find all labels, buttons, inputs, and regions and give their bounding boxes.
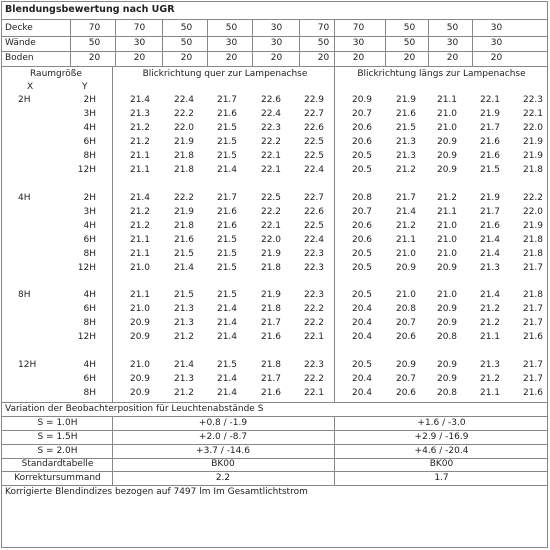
reflectance-value: 20 <box>403 53 416 63</box>
ugr-cross-value: 21.5 <box>216 263 238 273</box>
divider <box>115 19 116 66</box>
ugr-cross-value: 21.8 <box>260 360 282 370</box>
ugr-along-value: 20.5 <box>351 151 373 161</box>
ugr-cross-value: 21.2 <box>129 207 151 217</box>
ugr-cross-value: 21.1 <box>129 290 151 300</box>
ugr-along-value: 20.9 <box>436 165 458 175</box>
ugr-along-value: 20.6 <box>351 137 373 147</box>
ugr-cross-value: 21.4 <box>216 304 238 314</box>
ugr-cross-value: 21.0 <box>129 263 151 273</box>
ugr-cross-value: 21.7 <box>216 193 238 203</box>
ugr-along-value: 21.8 <box>522 249 544 259</box>
ugr-along-value: 20.9 <box>436 304 458 314</box>
reflectance-value: 20 <box>270 53 283 63</box>
ugr-cross-value: 22.3 <box>303 290 325 300</box>
ugr-along-value: 21.7 <box>479 207 501 217</box>
ugr-along-value: 20.5 <box>351 263 373 273</box>
ugr-along-value: 20.7 <box>395 374 417 384</box>
ugr-along-value: 21.2 <box>479 318 501 328</box>
ugr-along-value: 20.6 <box>395 388 417 398</box>
ugr-along-value: 21.9 <box>522 221 544 231</box>
ugr-cross-value: 21.0 <box>129 360 151 370</box>
divider <box>2 66 547 67</box>
ugr-cross-value: 22.4 <box>260 109 282 119</box>
reflectance-label: Decke <box>5 23 33 33</box>
ugr-cross-value: 22.7 <box>303 193 325 203</box>
ugr-along-value: 20.4 <box>351 374 373 384</box>
ugr-along-value: 21.0 <box>436 221 458 231</box>
ugr-cross-value: 21.4 <box>216 374 238 384</box>
ugr-along-value: 20.6 <box>351 235 373 245</box>
ugr-along-value: 20.4 <box>351 388 373 398</box>
ugr-along-value: 20.4 <box>351 318 373 328</box>
ugr-along-value: 20.9 <box>436 360 458 370</box>
variation-cross: +0.8 / -1.9 <box>198 418 248 428</box>
room-y-value: 6H <box>83 235 96 245</box>
correction-along: 1.7 <box>434 473 449 483</box>
ugr-along-value: 21.4 <box>479 235 501 245</box>
ugr-along-value: 20.9 <box>436 137 458 147</box>
ugr-along-value: 21.9 <box>522 137 544 147</box>
ugr-along-value: 21.9 <box>522 151 544 161</box>
ugr-along-value: 21.0 <box>436 290 458 300</box>
divider <box>252 19 253 66</box>
ugr-cross-value: 21.9 <box>173 137 195 147</box>
correction-cross: 2.2 <box>215 473 231 483</box>
room-y-value: 8H <box>83 388 96 398</box>
ugr-cross-value: 21.2 <box>129 221 151 231</box>
ugr-along-value: 21.0 <box>436 123 458 133</box>
ugr-along-value: 21.1 <box>436 207 458 217</box>
ugr-cross-value: 22.2 <box>260 207 282 217</box>
ugr-along-value: 20.9 <box>395 360 417 370</box>
divider <box>385 19 386 66</box>
ugr-cross-value: 21.8 <box>260 304 282 314</box>
ugr-cross-value: 21.3 <box>173 374 195 384</box>
room-y-value: 8H <box>83 318 96 328</box>
ugr-cross-value: 20.9 <box>129 318 151 328</box>
ugr-along-value: 21.1 <box>436 95 458 105</box>
ugr-along-value: 21.9 <box>479 193 501 203</box>
ugr-along-value: 20.5 <box>351 290 373 300</box>
ugr-cross-value: 21.2 <box>173 388 195 398</box>
ugr-along-value: 21.2 <box>395 165 417 175</box>
ugr-cross-value: 22.2 <box>173 193 195 203</box>
ugr-along-value: 21.6 <box>479 221 501 231</box>
ugr-cross-value: 22.2 <box>260 137 282 147</box>
variation-label: S = 2.0H <box>37 446 78 456</box>
ugr-along-value: 21.3 <box>479 263 501 273</box>
ugr-along-value: 21.4 <box>479 249 501 259</box>
room-y-value: 4H <box>83 221 96 231</box>
reflectance-value: 30 <box>352 38 365 48</box>
ugr-along-value: 20.6 <box>351 221 373 231</box>
ugr-along-value: 22.1 <box>479 95 501 105</box>
ugr-cross-value: 21.4 <box>129 193 151 203</box>
room-y-value: 4H <box>83 123 96 133</box>
ugr-cross-value: 21.5 <box>216 235 238 245</box>
ugr-cross-value: 21.4 <box>173 360 195 370</box>
ugr-cross-value: 21.6 <box>216 109 238 119</box>
ugr-along-value: 21.0 <box>436 235 458 245</box>
ugr-cross-value: 21.3 <box>173 304 195 314</box>
ugr-cross-value: 21.4 <box>216 165 238 175</box>
reflectance-label: Wände <box>5 38 36 48</box>
ugr-cross-value: 22.0 <box>260 235 282 245</box>
ugr-along-value: 21.3 <box>395 137 417 147</box>
ugr-cross-value: 22.1 <box>303 332 325 342</box>
reflectance-value: 20 <box>180 53 193 63</box>
ugr-cross-value: 22.1 <box>303 388 325 398</box>
ugr-along-value: 21.0 <box>436 109 458 119</box>
ugr-along-value: 21.4 <box>479 290 501 300</box>
ugr-along-value: 20.9 <box>351 95 373 105</box>
ugr-cross-value: 21.2 <box>129 123 151 133</box>
room-y-value: 2H <box>83 193 96 203</box>
ugr-cross-value: 21.4 <box>129 95 151 105</box>
ugr-cross-value: 21.1 <box>129 165 151 175</box>
ugr-along-value: 20.9 <box>436 151 458 161</box>
divider <box>112 66 113 403</box>
ugr-cross-value: 22.5 <box>260 193 282 203</box>
ugr-along-value: 21.7 <box>522 304 544 314</box>
variation-along: +1.6 / -3.0 <box>417 418 466 428</box>
ugr-along-value: 21.9 <box>479 109 501 119</box>
divider <box>162 19 163 66</box>
room-y-value: 4H <box>83 290 96 300</box>
ugr-along-value: 21.8 <box>522 235 544 245</box>
ugr-along-value: 21.6 <box>522 332 544 342</box>
ugr-cross-value: 22.3 <box>303 249 325 259</box>
ugr-cross-value: 22.2 <box>303 318 325 328</box>
ugr-along-value: 20.8 <box>436 388 458 398</box>
room-y-value: 6H <box>83 304 96 314</box>
standard-cross: BK00 <box>211 459 235 469</box>
room-x-value: 12H <box>18 360 37 370</box>
variation-cross: +3.7 / -14.6 <box>196 446 250 456</box>
ugr-along-value: 20.9 <box>395 263 417 273</box>
ugr-along-value: 20.7 <box>351 207 373 217</box>
ugr-cross-value: 21.6 <box>173 235 195 245</box>
ugr-along-value: 20.7 <box>395 318 417 328</box>
ugr-along-value: 21.5 <box>479 165 501 175</box>
ugr-cross-value: 22.5 <box>303 221 325 231</box>
ugr-cross-value: 21.8 <box>173 165 195 175</box>
ugr-along-value: 21.2 <box>395 221 417 231</box>
ugr-along-value: 20.5 <box>351 165 373 175</box>
ugr-cross-value: 21.4 <box>216 332 238 342</box>
ugr-cross-value: 22.1 <box>260 165 282 175</box>
ugr-cross-value: 21.5 <box>216 290 238 300</box>
reflectance-value: 30 <box>270 23 283 33</box>
ugr-cross-value: 22.3 <box>303 360 325 370</box>
ugr-cross-value: 22.1 <box>260 151 282 161</box>
ugr-cross-value: 22.0 <box>173 123 195 133</box>
ugr-along-value: 20.9 <box>436 263 458 273</box>
correction-label: Korrektursummand <box>14 473 101 483</box>
reflectance-value: 20 <box>133 53 146 63</box>
ugr-cross-value: 21.5 <box>216 123 238 133</box>
ugr-along-value: 20.6 <box>351 123 373 133</box>
footer-note: Korrigierte Blendindizes bezogen auf 7497 lm Im Gesamtlichtstrom <box>5 487 308 497</box>
variation-along: +4.6 / -20.4 <box>414 446 469 456</box>
reflectance-value: 50 <box>403 38 416 48</box>
ugr-cross-value: 21.8 <box>173 151 195 161</box>
ugr-along-value: 21.6 <box>395 109 417 119</box>
ugr-along-value: 21.0 <box>395 290 417 300</box>
reflectance-value: 30 <box>490 23 503 33</box>
reflectance-value: 50 <box>446 23 459 33</box>
room-x-value: 8H <box>18 290 31 300</box>
ugr-cross-value: 21.9 <box>260 249 282 259</box>
ugr-along-value: 20.7 <box>351 109 373 119</box>
ugr-along-value: 20.9 <box>436 318 458 328</box>
ugr-along-value: 21.7 <box>522 318 544 328</box>
room-y-value: 12H <box>77 165 96 175</box>
reflectance-label: Boden <box>5 53 34 63</box>
reflectance-value: 50 <box>317 38 330 48</box>
ugr-cross-value: 21.9 <box>260 290 282 300</box>
ugr-along-value: 20.8 <box>395 304 417 314</box>
ugr-along-value: 21.1 <box>479 332 501 342</box>
ugr-along-value: 20.4 <box>351 304 373 314</box>
ugr-cross-value: 22.4 <box>303 165 325 175</box>
room-y-value: 6H <box>83 374 96 384</box>
ugr-cross-value: 20.9 <box>129 332 151 342</box>
reflectance-value: 70 <box>352 23 365 33</box>
room-y-value: 6H <box>83 137 96 147</box>
ugr-cross-value: 22.4 <box>173 95 195 105</box>
reflectance-value: 20 <box>490 53 503 63</box>
ugr-cross-value: 21.7 <box>260 318 282 328</box>
ugr-along-value: 20.4 <box>351 332 373 342</box>
ugr-along-value: 21.2 <box>479 374 501 384</box>
ugr-cross-value: 21.5 <box>216 360 238 370</box>
ugr-cross-value: 22.1 <box>260 221 282 231</box>
ugr-along-value: 21.6 <box>479 137 501 147</box>
room-y-value: 8H <box>83 249 96 259</box>
room-y-label: Y <box>82 82 88 92</box>
ugr-cross-value: 22.2 <box>303 304 325 314</box>
ugr-cross-value: 21.7 <box>260 374 282 384</box>
ugr-cross-value: 21.4 <box>216 388 238 398</box>
reflectance-value: 70 <box>88 23 101 33</box>
ugr-along-value: 21.3 <box>479 360 501 370</box>
ugr-cross-value: 21.5 <box>216 137 238 147</box>
reflectance-value: 50 <box>88 38 101 48</box>
ugr-along-value: 21.8 <box>522 290 544 300</box>
ugr-cross-value: 21.6 <box>216 221 238 231</box>
ugr-along-value: 21.7 <box>395 193 417 203</box>
variation-label: S = 1.5H <box>37 432 78 442</box>
divider <box>299 19 300 66</box>
ugr-along-value: 21.2 <box>479 304 501 314</box>
ugr-along-value: 21.8 <box>522 165 544 175</box>
ugr-cross-value: 21.3 <box>173 318 195 328</box>
divider <box>334 19 335 66</box>
ugr-along-value: 20.9 <box>436 374 458 384</box>
ugr-cross-value: 22.3 <box>260 123 282 133</box>
ugr-along-value: 21.7 <box>479 123 501 133</box>
reflectance-value: 70 <box>133 23 146 33</box>
ugr-cross-value: 21.5 <box>216 151 238 161</box>
room-y-value: 8H <box>83 151 96 161</box>
room-x-value: 2H <box>18 95 31 105</box>
standard-label: Standardtabelle <box>21 459 94 469</box>
ugr-cross-value: 21.6 <box>260 388 282 398</box>
ugr-cross-value: 21.0 <box>129 304 151 314</box>
divider <box>70 19 71 66</box>
reflectance-value: 30 <box>490 38 503 48</box>
room-y-value: 12H <box>77 263 96 273</box>
ugr-cross-value: 22.7 <box>303 109 325 119</box>
ugr-cross-value: 21.4 <box>173 263 195 273</box>
room-y-value: 3H <box>83 207 96 217</box>
ugr-along-value: 20.8 <box>436 332 458 342</box>
ugr-cross-value: 21.6 <box>260 332 282 342</box>
reflectance-value: 20 <box>88 53 101 63</box>
divider <box>2 19 547 20</box>
ugr-cross-value: 20.9 <box>129 388 151 398</box>
variation-label: S = 1.0H <box>37 418 78 428</box>
ugr-cross-value: 22.3 <box>303 263 325 273</box>
ugr-along-value: 22.0 <box>522 123 544 133</box>
reflectance-value: 20 <box>317 53 330 63</box>
ugr-cross-value: 21.5 <box>173 290 195 300</box>
ugr-cross-value: 20.9 <box>129 374 151 384</box>
ugr-cross-value: 21.8 <box>260 263 282 273</box>
ugr-along-value: 20.8 <box>351 193 373 203</box>
ugr-along-value: 21.1 <box>479 388 501 398</box>
ugr-along-value: 21.4 <box>395 207 417 217</box>
along-header: Blickrichtung längs zur Lampenachse <box>357 69 526 79</box>
reflectance-value: 70 <box>317 23 330 33</box>
ugr-cross-value: 22.2 <box>173 109 195 119</box>
table-title: Blendungsbewertung nach UGR <box>5 4 175 15</box>
ugr-cross-value: 21.1 <box>129 151 151 161</box>
room-x-value: 4H <box>18 193 31 203</box>
cross-header: Blickrichtung quer zur Lampenachse <box>142 69 308 79</box>
ugr-along-value: 21.1 <box>395 235 417 245</box>
ugr-cross-value: 21.5 <box>216 249 238 259</box>
standard-along: BK00 <box>429 459 454 469</box>
ugr-cross-value: 21.3 <box>129 109 151 119</box>
divider <box>334 66 335 403</box>
reflectance-value: 50 <box>225 23 238 33</box>
divider <box>207 19 208 66</box>
reflectance-value: 30 <box>270 38 283 48</box>
ugr-along-value: 22.2 <box>522 193 544 203</box>
divider <box>472 19 473 66</box>
ugr-cross-value: 22.2 <box>303 374 325 384</box>
room-y-value: 3H <box>83 109 96 119</box>
ugr-along-value: 22.3 <box>522 95 544 105</box>
ugr-along-value: 21.6 <box>522 388 544 398</box>
variation-cross: +2.0 / -8.7 <box>198 432 248 442</box>
ugr-along-value: 21.9 <box>395 95 417 105</box>
ugr-along-value: 20.6 <box>395 332 417 342</box>
ugr-along-value: 22.1 <box>522 109 544 119</box>
room-y-value: 12H <box>77 332 96 342</box>
ugr-cross-value: 21.6 <box>216 207 238 217</box>
divider <box>428 19 429 66</box>
reflectance-value: 20 <box>225 53 238 63</box>
ugr-cross-value: 21.4 <box>216 318 238 328</box>
ugr-cross-value: 22.6 <box>303 207 325 217</box>
reflectance-value: 50 <box>180 38 193 48</box>
ugr-cross-value: 22.4 <box>303 235 325 245</box>
ugr-along-value: 21.3 <box>395 151 417 161</box>
ugr-along-value: 21.0 <box>395 249 417 259</box>
ugr-cross-value: 22.5 <box>303 151 325 161</box>
ugr-cross-value: 21.2 <box>129 137 151 147</box>
room-y-value: 4H <box>83 360 96 370</box>
room-x-label: X <box>27 82 34 92</box>
reflectance-value: 30 <box>446 38 459 48</box>
ugr-along-value: 21.2 <box>436 193 458 203</box>
reflectance-value: 50 <box>403 23 416 33</box>
reflectance-value: 30 <box>133 38 146 48</box>
reflectance-value: 20 <box>446 53 459 63</box>
ugr-along-value: 22.0 <box>522 207 544 217</box>
ugr-along-value: 21.7 <box>522 374 544 384</box>
ugr-cross-value: 21.8 <box>173 221 195 231</box>
ugr-along-value: 21.5 <box>395 123 417 133</box>
ugr-along-value: 20.5 <box>351 249 373 259</box>
ugr-along-value: 20.5 <box>351 360 373 370</box>
ugr-cross-value: 21.7 <box>216 95 238 105</box>
ugr-cross-value: 22.5 <box>303 137 325 147</box>
ugr-along-value: 21.6 <box>479 151 501 161</box>
ugr-cross-value: 22.9 <box>303 95 325 105</box>
ugr-along-value: 21.7 <box>522 263 544 273</box>
ugr-table <box>1 1 548 548</box>
reflectance-value: 30 <box>225 38 238 48</box>
ugr-cross-value: 21.1 <box>129 249 151 259</box>
ugr-along-value: 21.7 <box>522 360 544 370</box>
variation-along: +2.9 / -16.9 <box>414 432 469 442</box>
reflectance-value: 50 <box>180 23 193 33</box>
room-y-value: 2H <box>83 95 96 105</box>
reflectance-value: 20 <box>352 53 365 63</box>
ugr-cross-value: 21.5 <box>173 249 195 259</box>
variation-title: Variation der Beobachterposition für Leuchtenabstände S <box>5 404 264 414</box>
ugr-cross-value: 21.1 <box>129 235 151 245</box>
ugr-cross-value: 21.9 <box>173 207 195 217</box>
ugr-along-value: 21.0 <box>436 249 458 259</box>
ugr-cross-value: 22.6 <box>260 95 282 105</box>
room-size-label: Raumgröße <box>30 69 82 79</box>
ugr-cross-value: 22.6 <box>303 123 325 133</box>
ugr-cross-value: 21.2 <box>173 332 195 342</box>
